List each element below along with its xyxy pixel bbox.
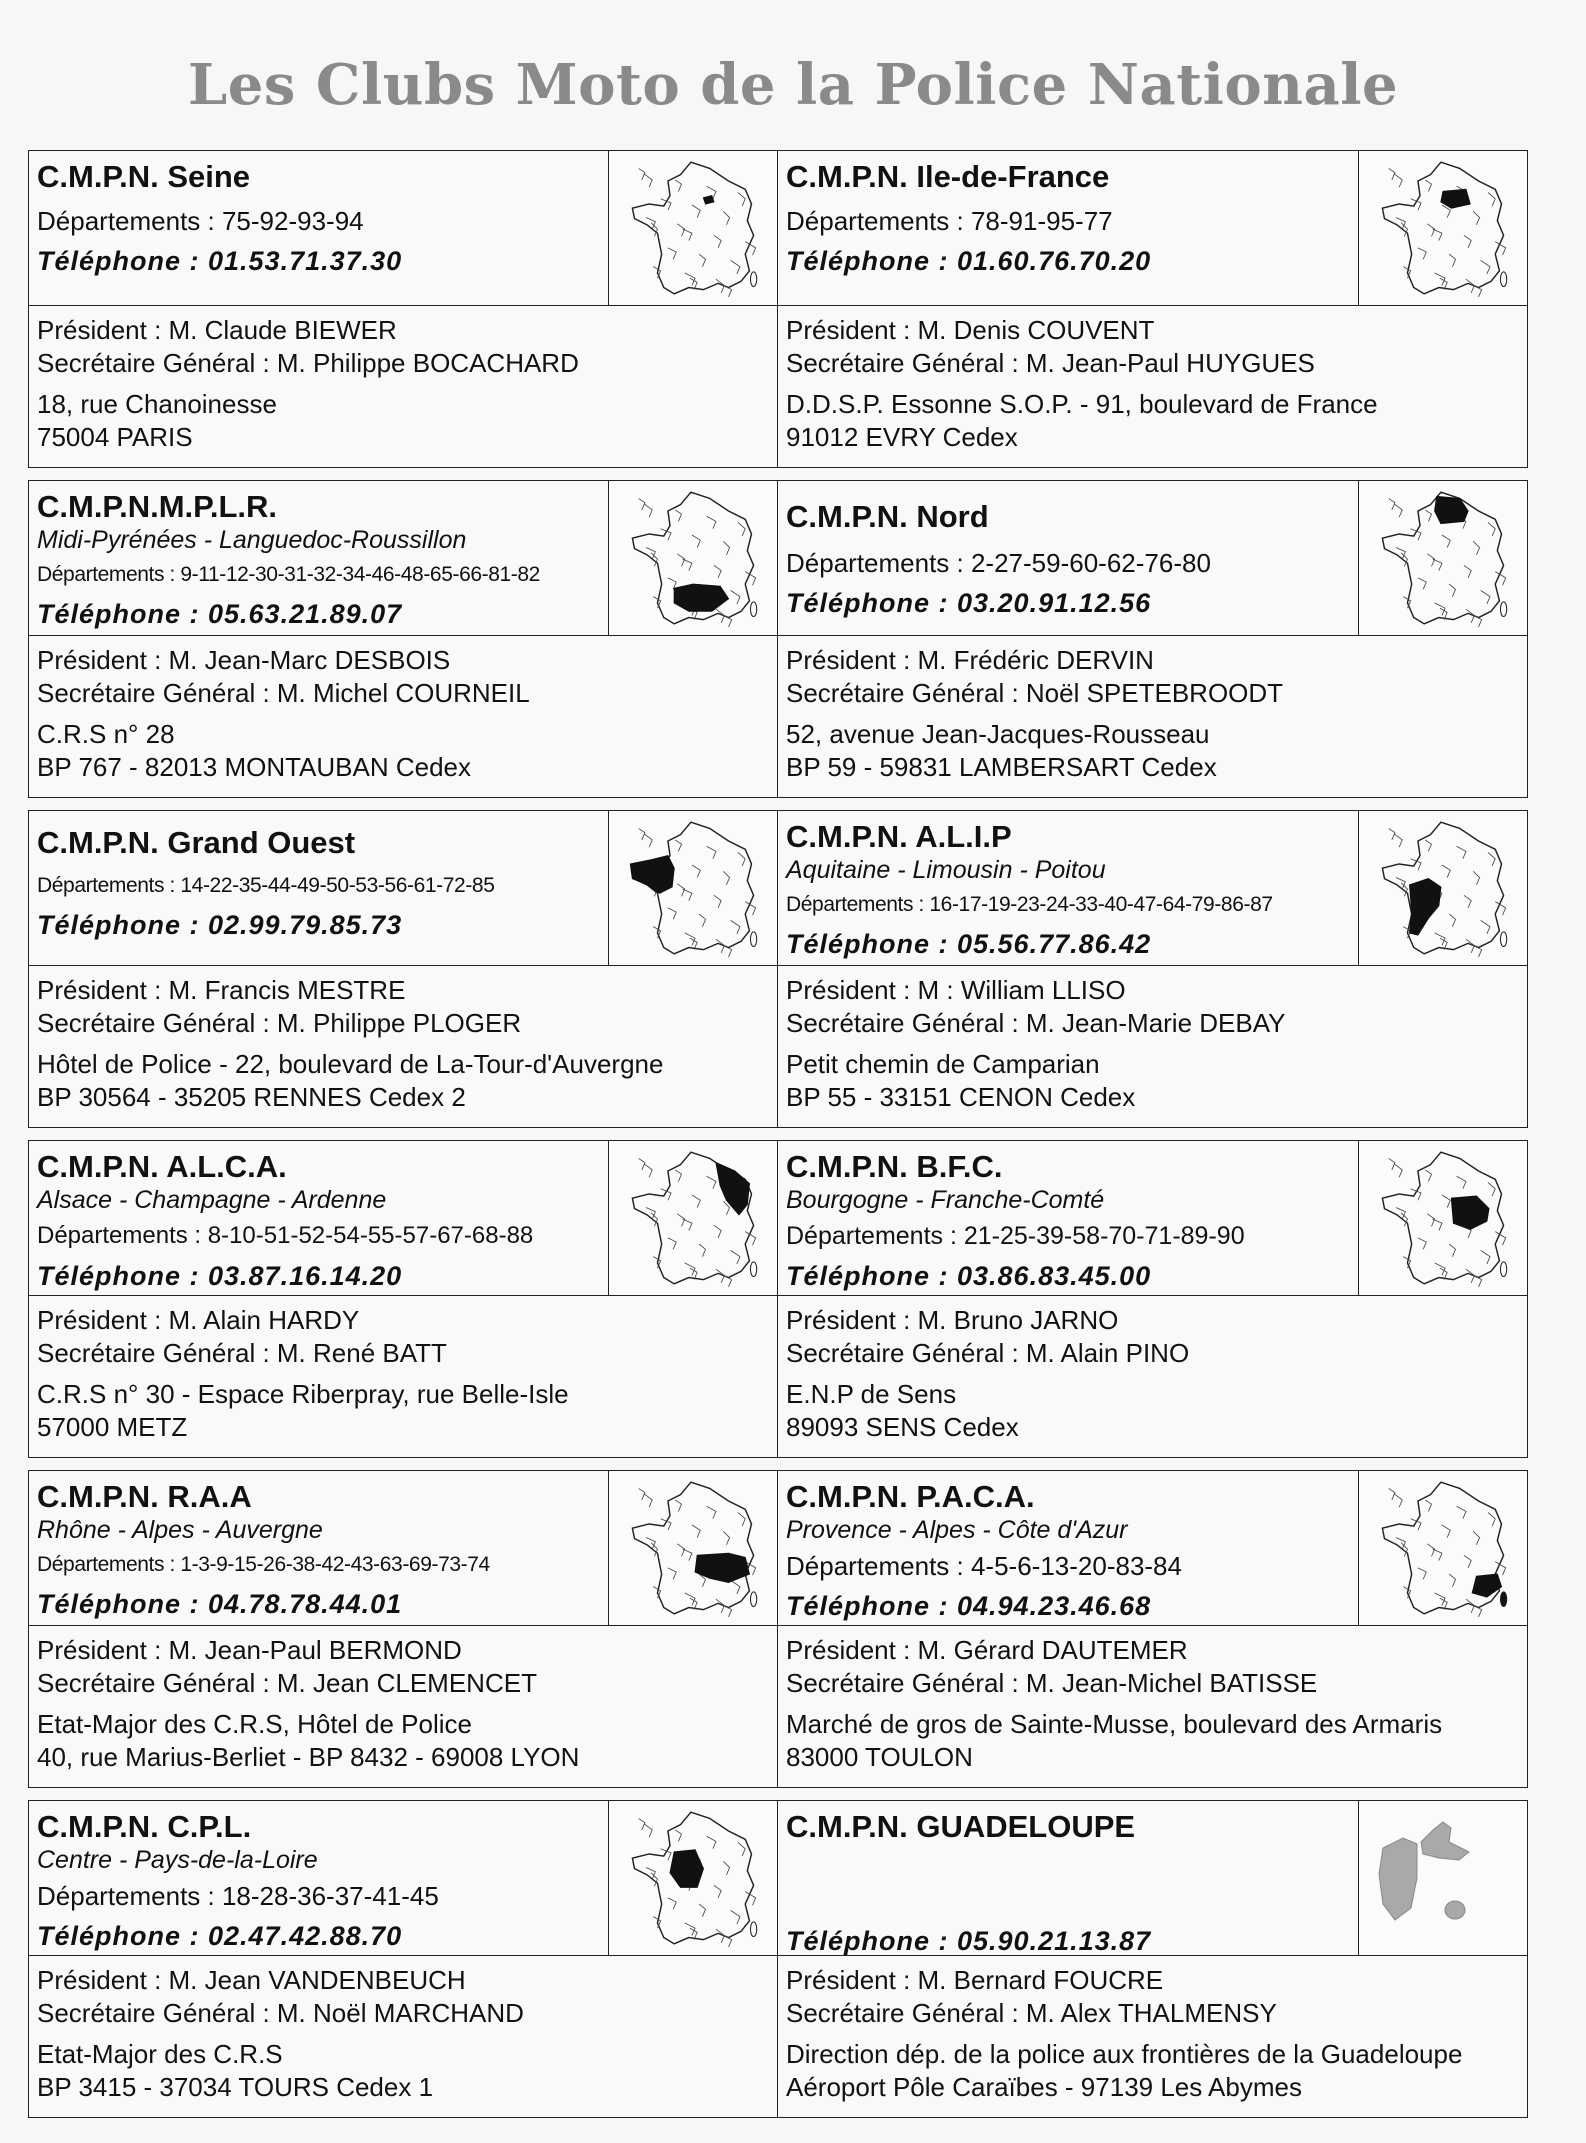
club-name: C.M.P.N. A.L.I.P xyxy=(786,819,1012,854)
club-departements: Départements : 2-27-59-60-62-76-80 xyxy=(786,548,1211,578)
club-telephone: Téléphone : 03.86.83.45.00 xyxy=(786,1261,1152,1291)
club-president: Président : M. Bruno JARNO xyxy=(786,1305,1119,1335)
club-details xyxy=(778,1296,1527,1444)
club-secretaire: Secrétaire Général : M. René BATT xyxy=(37,1338,447,1368)
club-telephone: Téléphone : 01.53.71.37.30 xyxy=(37,246,403,276)
club-header xyxy=(778,1801,1527,1956)
club-card xyxy=(778,1470,1528,1788)
club-header xyxy=(778,1141,1527,1296)
club-name: C.M.P.N.M.P.L.R. xyxy=(37,489,278,524)
highlighted-region xyxy=(703,196,713,204)
club-address-line2: 91012 EVRY Cedex xyxy=(786,422,1018,452)
club-telephone: Téléphone : 04.94.23.46.68 xyxy=(786,1591,1152,1621)
club-details xyxy=(778,966,1527,1114)
france-outline xyxy=(632,1482,753,1614)
club-address-line2: BP 59 - 59831 LAMBERSART Cedex xyxy=(786,752,1217,782)
club-secretaire: Secrétaire Général : M. Jean-Paul HUYGUES xyxy=(786,348,1315,378)
club-president: Président : M. Alain HARDY xyxy=(37,1305,360,1335)
club-address-line1: D.D.S.P. Essonne S.O.P. - 91, boulevard de France xyxy=(786,389,1378,419)
club-address-line2: 89093 SENS Cedex xyxy=(786,1412,1019,1442)
departement-border xyxy=(1394,1164,1402,1178)
club-card xyxy=(28,1470,778,1788)
club-address-line2: BP 30564 - 35205 RENNES Cedex 2 xyxy=(37,1082,466,1112)
club-card xyxy=(778,1800,1528,2118)
club-departements: Départements : 78-91-95-77 xyxy=(786,206,1113,236)
departement-border xyxy=(1394,834,1402,848)
club-card xyxy=(778,150,1528,468)
club-address-line1: C.R.S n° 30 - Espace Riberpray, rue Belle-Isle xyxy=(37,1379,569,1409)
france-map-icon xyxy=(608,811,777,965)
corsica-outline xyxy=(750,602,756,617)
club-departements: Départements : 75-92-93-94 xyxy=(37,206,364,236)
club-address-line2: 40, rue Marius-Berliet - BP 8432 - 69008 LYON xyxy=(37,1742,580,1772)
page-title: Les Clubs Moto de la Police Nationale xyxy=(187,52,1399,118)
corsica-outline xyxy=(750,1592,756,1607)
club-telephone: Téléphone : 05.56.77.86.42 xyxy=(786,929,1152,959)
departement-border xyxy=(644,504,652,518)
club-name: C.M.P.N. GUADELOUPE xyxy=(786,1809,1136,1844)
corsica-outline xyxy=(750,1922,756,1937)
france-map-icon xyxy=(608,151,777,305)
club-secretaire: Secrétaire Général : M. Michel COURNEIL xyxy=(37,678,530,708)
france-map-icon xyxy=(1358,811,1527,965)
club-president: Président : M. Jean-Paul BERMOND xyxy=(37,1635,462,1665)
club-departements: Départements : 4-5-6-13-20-83-84 xyxy=(786,1551,1182,1581)
club-name: C.M.P.N. Seine xyxy=(37,159,251,194)
highlighted-region xyxy=(630,856,674,894)
club-address-line2: 83000 TOULON xyxy=(786,1742,973,1772)
club-president: Président : M. Denis COUVENT xyxy=(786,315,1155,345)
departement-border xyxy=(644,834,652,848)
club-header xyxy=(778,151,1527,306)
departement-border xyxy=(644,1164,652,1178)
club-details xyxy=(29,1956,777,2104)
club-departements: Départements : 9-11-12-30-31-32-34-46-48-65-66-81-82 xyxy=(37,563,540,586)
club-address-line2: 75004 PARIS xyxy=(37,422,193,452)
club-header xyxy=(29,811,777,966)
club-card xyxy=(28,810,778,1128)
club-telephone: Téléphone : 02.99.79.85.73 xyxy=(37,910,403,940)
france-map-icon xyxy=(1358,151,1527,305)
club-regions: Alsace - Champagne - Ardenne xyxy=(37,1186,387,1214)
club-header xyxy=(778,1471,1527,1626)
club-card xyxy=(778,810,1528,1128)
club-address-line1: C.R.S n° 28 xyxy=(37,719,175,749)
club-regions: Centre - Pays-de-la-Loire xyxy=(37,1846,318,1874)
club-details xyxy=(29,636,777,784)
departement-border xyxy=(1394,174,1402,188)
club-name: C.M.P.N. P.A.C.A. xyxy=(786,1479,1035,1514)
club-card xyxy=(778,480,1528,798)
corsica-outline xyxy=(1500,1592,1506,1607)
club-name: C.M.P.N. C.P.L. xyxy=(37,1809,252,1844)
club-header xyxy=(778,811,1527,966)
club-telephone: Téléphone : 04.78.78.44.01 xyxy=(37,1589,403,1619)
france-map-icon xyxy=(608,1471,777,1625)
france-map-icon xyxy=(1358,1141,1527,1295)
club-secretaire: Secrétaire Général : M. Philippe PLOGER xyxy=(37,1008,522,1038)
club-details xyxy=(29,306,777,454)
club-regions: Bourgogne - Franche-Comté xyxy=(786,1186,1105,1214)
club-details xyxy=(29,1296,777,1444)
club-president: Président : M : William LLISO xyxy=(786,975,1126,1005)
club-name: C.M.P.N. A.L.C.A. xyxy=(37,1149,287,1184)
club-departements: Départements : 18-28-36-37-41-45 xyxy=(37,1881,439,1911)
club-header xyxy=(29,1471,777,1626)
club-president: Président : M. Gérard DAUTEMER xyxy=(786,1635,1188,1665)
france-map-icon xyxy=(608,1801,777,1955)
club-name: C.M.P.N. Nord xyxy=(786,499,989,534)
club-card xyxy=(778,1140,1528,1458)
club-name: C.M.P.N. Ile-de-France xyxy=(786,159,1110,194)
club-card xyxy=(28,150,778,468)
corsica-outline xyxy=(750,272,756,287)
corsica-outline xyxy=(750,1262,756,1277)
club-president: Président : M. Jean VANDENBEUCH xyxy=(37,1965,466,1995)
club-regions: Provence - Alpes - Côte d'Azur xyxy=(786,1516,1128,1544)
club-details xyxy=(778,1956,1527,2104)
corsica-outline xyxy=(1500,272,1506,287)
club-header xyxy=(29,1801,777,1956)
club-secretaire: Secrétaire Général : M. Jean-Michel BATISSE xyxy=(786,1668,1318,1698)
corsica-outline xyxy=(1500,932,1506,947)
club-address-line1: Etat-Major des C.R.S, Hôtel de Police xyxy=(37,1709,472,1739)
club-name: C.M.P.N. Grand Ouest xyxy=(37,825,356,860)
club-address-line1: 18, rue Chanoinesse xyxy=(37,389,277,419)
clubs-grid xyxy=(28,150,1528,2118)
club-name: C.M.P.N. R.A.A xyxy=(37,1479,252,1514)
club-header xyxy=(29,1141,777,1296)
club-regions: Aquitaine - Limousin - Poitou xyxy=(786,856,1106,884)
club-regions: Rhône - Alpes - Auvergne xyxy=(37,1516,323,1544)
france-map-icon xyxy=(1358,481,1527,635)
club-details xyxy=(778,636,1527,784)
club-president: Président : M. Claude BIEWER xyxy=(37,315,397,345)
basse-terre-island xyxy=(1379,1838,1417,1920)
corsica-outline xyxy=(750,932,756,947)
club-telephone: Téléphone : 05.63.21.89.07 xyxy=(37,599,403,629)
club-secretaire: Secrétaire Général : M. Jean-Marie DEBAY xyxy=(786,1008,1286,1038)
club-header xyxy=(778,481,1527,636)
club-card xyxy=(28,1800,778,2118)
departement-border xyxy=(644,174,652,188)
club-address-line2: BP 55 - 33151 CENON Cedex xyxy=(786,1082,1136,1112)
club-telephone: Téléphone : 02.47.42.88.70 xyxy=(37,1921,403,1951)
grande-terre-island xyxy=(1421,1822,1469,1860)
guadeloupe-map-icon xyxy=(1358,1801,1527,1955)
club-address-line1: 52, avenue Jean-Jacques-Rousseau xyxy=(786,719,1210,749)
club-header xyxy=(29,151,777,306)
club-president: Président : M. Jean-Marc DESBOIS xyxy=(37,645,451,675)
club-details xyxy=(29,1626,777,1774)
club-name: C.M.P.N. B.F.C. xyxy=(786,1149,1003,1184)
club-details xyxy=(29,966,777,1114)
club-address-line2: BP 767 - 82013 MONTAUBAN Cedex xyxy=(37,752,472,782)
departement-border xyxy=(1394,504,1402,518)
club-address-line1: Hôtel de Police - 22, boulevard de La-Tour-d'Auvergne xyxy=(37,1049,664,1079)
corsica-outline xyxy=(1500,1262,1506,1277)
club-address-line1: Etat-Major des C.R.S xyxy=(37,2039,283,2069)
club-details xyxy=(778,306,1527,454)
france-outline xyxy=(632,162,753,294)
club-address-line2: 57000 METZ xyxy=(37,1412,188,1442)
departement-border xyxy=(644,1824,652,1838)
france-map-icon xyxy=(608,481,777,635)
marie-galante-island xyxy=(1445,1901,1465,1919)
club-secretaire: Secrétaire Général : Noël SPETEBROODT xyxy=(786,678,1284,708)
club-card xyxy=(28,1140,778,1458)
club-address-line2: Aéroport Pôle Caraïbes - 97139 Les Abymes xyxy=(786,2072,1302,2102)
club-president: Président : M. Frédéric DERVIN xyxy=(786,645,1154,675)
club-president: Président : M. Bernard FOUCRE xyxy=(786,1965,1164,1995)
france-outline xyxy=(1382,162,1503,294)
club-secretaire: Secrétaire Général : M. Alain PINO xyxy=(786,1338,1190,1368)
club-address-line1: E.N.P de Sens xyxy=(786,1379,957,1409)
club-departements: Départements : 16-17-19-23-24-33-40-47-64-79-86-87 xyxy=(786,893,1273,916)
france-map-icon xyxy=(1358,1471,1527,1625)
france-outline xyxy=(1382,822,1503,954)
club-address-line1: Marché de gros de Sainte-Musse, boulevard des Armaris xyxy=(786,1709,1443,1739)
club-president: Président : M. Francis MESTRE xyxy=(37,975,406,1005)
club-secretaire: Secrétaire Général : M. Alex THALMENSY xyxy=(786,1998,1277,2028)
club-departements: Départements : 1-3-9-15-26-38-42-43-63-69-73-74 xyxy=(37,1553,490,1576)
club-address-line1: Petit chemin de Camparian xyxy=(786,1049,1100,1079)
france-outline xyxy=(632,822,753,954)
club-address-line1: Direction dép. de la police aux frontières de la Guadeloupe xyxy=(786,2039,1463,2069)
club-telephone: Téléphone : 03.20.91.12.56 xyxy=(786,588,1152,618)
club-departements: Départements : 8-10-51-52-54-55-57-67-68-88 xyxy=(37,1222,534,1249)
club-telephone: Téléphone : 03.87.16.14.20 xyxy=(37,1261,403,1291)
departement-border xyxy=(644,1494,652,1508)
club-details xyxy=(778,1626,1527,1774)
club-address-line2: BP 3415 - 37034 TOURS Cedex 1 xyxy=(37,2072,434,2102)
corsica-outline xyxy=(1500,602,1506,617)
france-map-icon xyxy=(608,1141,777,1295)
club-secretaire: Secrétaire Général : M. Noël MARCHAND xyxy=(37,1998,524,2028)
departement-border xyxy=(1394,1494,1402,1508)
club-secretaire: Secrétaire Général : M. Jean CLEMENCET xyxy=(37,1668,537,1698)
club-telephone: Téléphone : 05.90.21.13.87 xyxy=(786,1926,1152,1956)
club-card xyxy=(28,480,778,798)
club-telephone: Téléphone : 01.60.76.70.20 xyxy=(786,246,1152,276)
club-departements: Départements : 21-25-39-58-70-71-89-90 xyxy=(786,1222,1245,1250)
club-regions: Midi-Pyrénées - Languedoc-Roussillon xyxy=(37,526,467,554)
club-header xyxy=(29,481,777,636)
club-departements: Départements : 14-22-35-44-49-50-53-56-61-72-85 xyxy=(37,874,495,897)
club-secretaire: Secrétaire Général : M. Philippe BOCACHARD xyxy=(37,348,579,378)
